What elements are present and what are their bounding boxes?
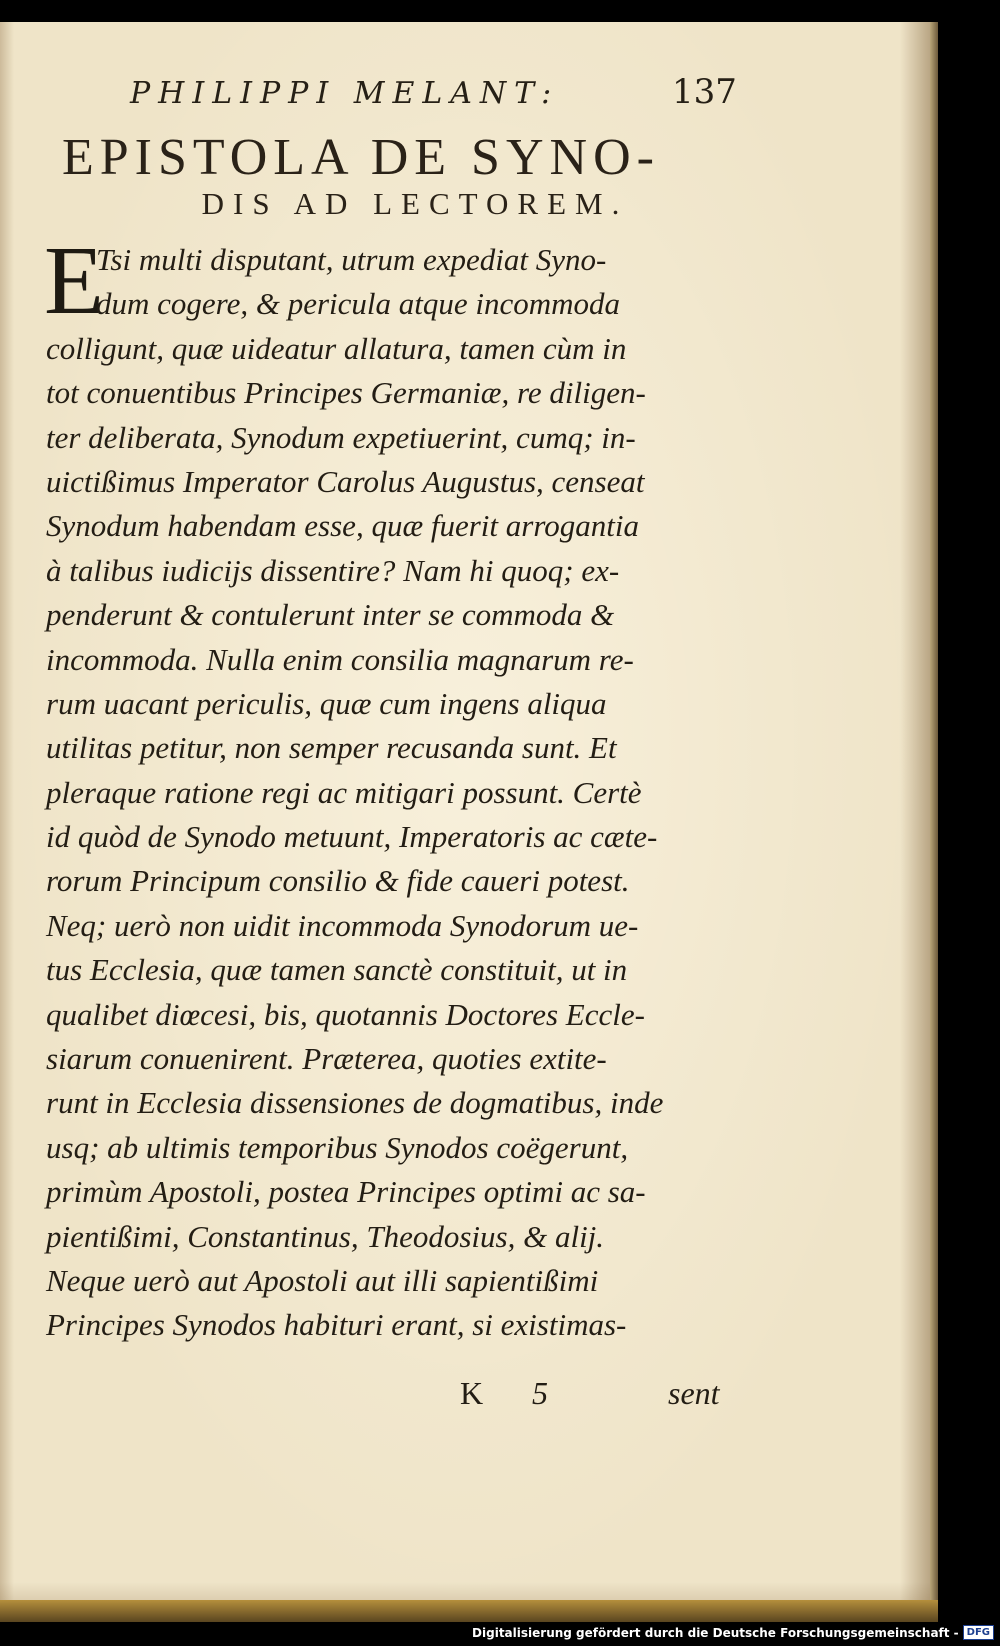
signature-letter: K <box>460 1375 484 1411</box>
text-line: uictißimus Imperator Carolus Augustus, censeat <box>46 463 645 499</box>
title-line-1: EPISTOLA DE SYNO- <box>62 129 660 186</box>
text-line: usq; ab ultimis temporibus Synodos coëgerunt, <box>46 1129 629 1165</box>
text-line: incommoda. Nulla enim consilia magnarum re- <box>46 641 634 677</box>
digitization-credit <box>472 1625 994 1640</box>
credit-text: Digitalisierung gefördert durch die Deutsche Forschungsgemeinschaft - <box>472 1625 959 1640</box>
drop-cap: E <box>44 227 104 335</box>
page-edge-bottom <box>0 1600 938 1622</box>
signature-number: 5 <box>532 1375 548 1411</box>
title-line-2: DIS AD LECTOREM. <box>201 186 629 221</box>
text-line: penderunt & contulerunt inter se commoda & <box>46 597 615 633</box>
text-line: tus Ecclesia, quæ tamen sanctè constituit, ut in <box>46 952 628 988</box>
text-line: à talibus iudicijs dissentire? Nam hi quoq; ex- <box>46 552 620 588</box>
text-line: siarum conuenirent. Præterea, quoties extite- <box>46 1041 607 1077</box>
text-line: rorum Principum consilio & fide caueri potest. <box>46 863 630 899</box>
text-line: utilitas petitur, non semper recusanda sunt. Et <box>46 730 617 766</box>
page-edge-right <box>930 22 938 1622</box>
text-line: pientißimi, Constantinus, Theodosius, & alij. <box>46 1218 605 1254</box>
catchword: sent <box>668 1375 720 1411</box>
text-line: colligunt, quæ uideatur allatura, tamen cùm in <box>46 330 627 366</box>
body-text <box>46 238 736 1348</box>
running-head: PHILIPPI MELANT: <box>130 76 560 111</box>
text-line: runt in Ecclesia dissensiones de dogmatibus, inde <box>46 1085 664 1121</box>
page-number: 137 <box>672 72 737 112</box>
text-line: Neq; uerò non uidit incommoda Synodorum ue- <box>46 907 639 943</box>
text-line: Synodum habendam esse, quæ fuerit arrogantia <box>46 508 639 544</box>
text-line: pleraque ratione regi ac mitigari possunt. Certè <box>46 774 642 810</box>
text-line: tot conuentibus Principes Germaniæ, re diligen- <box>46 375 646 411</box>
text-line: id quòd de Synodo metuunt, Imperatoris ac cæte- <box>46 819 658 855</box>
text-line: qualibet diœcesi, bis, quotannis Doctores Eccle- <box>46 996 645 1032</box>
text-line: dum cogere, & pericula atque incommoda <box>96 286 621 322</box>
text-line: Principes Synodos habituri erant, si existimas- <box>46 1307 627 1343</box>
dfg-logo-icon: DFG <box>963 1625 994 1640</box>
text-line: primùm Apostoli, postea Principes optimi ac sa- <box>46 1174 646 1210</box>
text-line: Neque uerò aut Apostoli aut illi sapientißimi <box>46 1262 599 1298</box>
text-line: rum uacant periculis, quæ cum ingens aliqua <box>46 685 607 721</box>
text-line: ter deliberata, Synodum expetiuerint, cumq; in- <box>46 419 636 455</box>
text-line: Tsi multi disputant, utrum expediat Syno- <box>96 242 607 277</box>
